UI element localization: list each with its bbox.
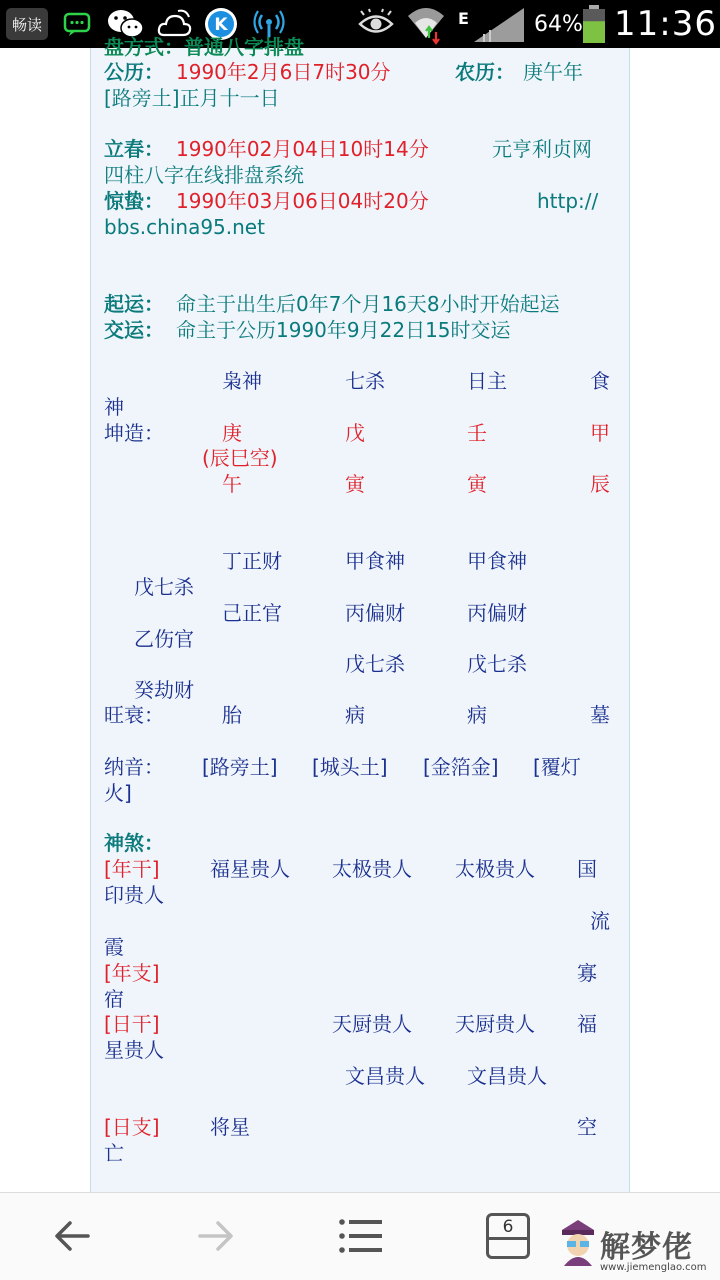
back-arrow-icon xyxy=(52,1216,92,1256)
forward-arrow-icon xyxy=(196,1216,236,1256)
stem-year: 庚 xyxy=(222,421,242,445)
jiaoyun-label: 交运： xyxy=(104,318,164,342)
day-stem-label: [日干] xyxy=(104,1012,160,1036)
wangshuai-day: 病 xyxy=(467,703,487,727)
nayin-hour: [覆灯 xyxy=(533,755,581,779)
jingzhe-value: 1990年03月06日04时20分 xyxy=(176,189,429,213)
kongwang-char-1: 空 xyxy=(577,1115,597,1139)
year-stem-label: [年干] xyxy=(104,857,160,881)
shensha-label: 神煞： xyxy=(104,831,164,855)
day-branch-label: [日支] xyxy=(104,1115,160,1139)
year-stem-shensha-3: 太极贵人 xyxy=(455,857,535,881)
lunar-label: 农历： xyxy=(455,60,515,84)
day-stem-shensha-wrap: 星贵人 xyxy=(104,1038,164,1062)
tab-count-label: 6 xyxy=(489,1216,527,1240)
lichun-value: 1990年02月04日10时14分 xyxy=(176,137,429,161)
hidden-stem-hour-1: 戊七杀 xyxy=(134,575,194,599)
web-content[interactable] xyxy=(0,35,720,1192)
nayin-month: [城头土] xyxy=(312,755,388,779)
liuxia-char-1: 流 xyxy=(590,909,610,933)
back-button[interactable] xyxy=(40,1206,104,1266)
stem-hour: 甲 xyxy=(590,421,610,445)
nayin-label: 纳音： xyxy=(104,755,164,779)
branch-year: 午 xyxy=(222,472,242,496)
jiangxing-text: 将星 xyxy=(210,1115,250,1139)
lichun-label: 立春： xyxy=(104,137,164,161)
nayin-hour-wrap: 火] xyxy=(104,781,132,805)
watermark-avatar-icon xyxy=(556,1218,600,1270)
cell-signal-icon xyxy=(472,0,532,48)
hidden-stem-day-3: 戊七杀 xyxy=(467,652,527,676)
wangshuai-label: 旺衰： xyxy=(104,703,164,727)
jiaoyun-value: 命主于公历1990年9月22日15时交运 xyxy=(176,318,511,342)
url-link-part1[interactable]: http:// xyxy=(537,189,599,213)
jingzhe-label: 惊蛰： xyxy=(104,189,164,213)
nayin-day: [金箔金] xyxy=(423,755,499,779)
ten-god-hour: 食 xyxy=(590,369,610,393)
paipan-method-text: 盘方式：普通八字排盘 xyxy=(104,35,304,59)
gregorian-value: 1990年2月6日7时30分 xyxy=(176,60,391,84)
year-stem-shensha-2: 太极贵人 xyxy=(332,857,412,881)
clock: 11:36 xyxy=(614,4,717,44)
branch-month: 寅 xyxy=(345,472,365,496)
ten-god-day: 日主 xyxy=(467,369,507,393)
battery-icon xyxy=(582,0,606,48)
wangshuai-year: 胎 xyxy=(222,703,242,727)
hidden-stem-year-1: 丁正财 xyxy=(222,549,282,573)
site-description: 四柱八字在线排盘系统 xyxy=(104,163,304,187)
stem-day: 壬 xyxy=(467,421,487,445)
kunzao-label: 坤造： xyxy=(104,421,164,445)
wenchang-1: 文昌贵人 xyxy=(345,1064,425,1088)
lunar-value: 庚午年 xyxy=(523,60,583,84)
hidden-stem-year-2: 己正官 xyxy=(222,601,282,625)
hidden-stem-month-1: 甲食神 xyxy=(345,549,405,573)
ten-god-year: 枭神 xyxy=(222,369,262,393)
site-name-link[interactable]: 元亨利贞网 xyxy=(492,137,592,161)
wangshuai-hour: 墓 xyxy=(590,703,610,727)
year-stem-shensha-4: 国 xyxy=(577,857,597,881)
lunar-value-line2: [路旁土]正月十一日 xyxy=(104,86,280,110)
kongwang-text: (辰巳空) xyxy=(202,446,278,470)
day-stem-shensha-3: 福 xyxy=(577,1012,597,1036)
qiyun-label: 起运： xyxy=(104,292,164,316)
hidden-stem-hour-3: 癸劫财 xyxy=(134,678,194,702)
guasu-char-2: 宿 xyxy=(104,987,124,1011)
day-stem-shensha-2: 天厨贵人 xyxy=(455,1012,535,1036)
hidden-stem-hour-2: 乙伤官 xyxy=(134,627,194,651)
branch-hour: 辰 xyxy=(590,472,610,496)
kongwang-char-2: 亡 xyxy=(104,1141,124,1165)
wenchang-2: 文昌贵人 xyxy=(467,1064,547,1088)
menu-icon xyxy=(336,1216,384,1256)
stem-month: 戊 xyxy=(345,421,365,445)
hidden-stem-month-2: 丙偏财 xyxy=(345,601,405,625)
wangshuai-month: 病 xyxy=(345,703,365,727)
menu-button[interactable] xyxy=(328,1206,392,1266)
url-link-part2[interactable]: bbs.china95.net xyxy=(104,215,265,239)
day-stem-shensha-1: 天厨贵人 xyxy=(332,1012,412,1036)
wifi-icon xyxy=(406,0,446,48)
app-badge: 畅读 xyxy=(6,8,48,40)
year-branch-label: [年支] xyxy=(104,961,160,985)
forward-button[interactable] xyxy=(184,1206,248,1266)
hidden-stem-day-2: 丙偏财 xyxy=(467,601,527,625)
eye-icon xyxy=(358,0,394,48)
gregorian-label: 公历： xyxy=(104,60,164,84)
svg-text:K: K xyxy=(214,15,228,35)
liuxia-char-2: 霞 xyxy=(104,935,124,959)
hidden-stem-month-3: 戊七杀 xyxy=(345,652,405,676)
watermark-url: www.jiemenglao.com xyxy=(600,1262,707,1273)
battery-percent: 64% xyxy=(534,11,583,37)
ten-god-hour-wrap: 神 xyxy=(104,395,124,419)
branch-day: 寅 xyxy=(467,472,487,496)
year-stem-shensha-wrap: 印贵人 xyxy=(104,883,164,907)
guasu-char-1: 寡 xyxy=(577,961,597,985)
chat-icon xyxy=(62,0,92,48)
qiyun-value: 命主于出生后0年7个月16天8小时开始起运 xyxy=(176,292,560,316)
year-stem-shensha-1: 福星贵人 xyxy=(210,857,290,881)
network-type-label: E xyxy=(458,8,469,28)
hidden-stem-day-1: 甲食神 xyxy=(467,549,527,573)
tab-switcher-button[interactable] xyxy=(486,1213,530,1259)
watermark-logo: 解梦佬 xyxy=(600,1230,693,1265)
nayin-year: [路旁土] xyxy=(202,755,278,779)
ten-god-month: 七杀 xyxy=(345,369,385,393)
